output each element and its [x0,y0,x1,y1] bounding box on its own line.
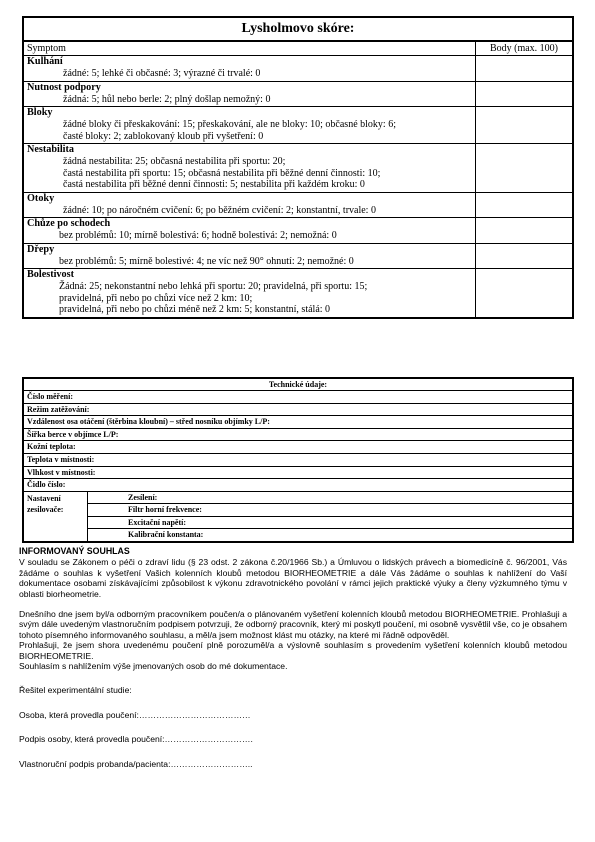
tech-field-teplota-mistnosti[interactable]: Teplota v místnosti: [24,454,572,467]
col-points: Body (max. 100) [489,43,559,54]
symptom-name: Chůze po schodech [27,218,111,229]
points-cell[interactable] [476,193,572,218]
symptom-options: žádné bloky či přeskakování: 15; přeskakování, ale ne bloky: 10; občasné bloky: 6; [63,119,396,130]
tech-field-cidlo[interactable]: Čidlo číslo: [24,479,572,492]
points-cell[interactable] [476,269,572,317]
symptom-options: pravidelná, při nebo po chůzi více než 2 km: 10; [59,292,253,304]
technical-table [22,377,574,543]
consent-paragraph: Souhlasím s nahlížením výše jmenovaných osob do mé dokumentace. [19,661,288,672]
amp-field-excitacni-napeti[interactable]: Excitační napětí: [88,517,572,530]
signature-line-patient[interactable]: Vlastnoruční podpis probanda/pacienta:……………………….. [19,758,253,769]
consent-paragraph: V souladu se Zákonem o péči o zdraví lidu (§ 23 odst. 2 zákona č.20/1966 Sb.) a Úmluvou o lidských právech a biomedicíně č. 96/2001, Vás žádáme o souhlas k vyšetření Vašich kolenních kloubů metodou BIORHEOMETRIE a dále Vás žádáme o souhlas k nahlížení do Vaší dokumentace osobami získávajícími způsobilost k výkonu zdravotnického povolání v rámci jejich praktické výuky a členy výzkumného týmu v oblasti biorheometrie. [19,557,567,599]
row-otoky [24,193,572,219]
tech-field-sirka-berce[interactable]: Šířka berce v objímce L/P: [24,429,572,442]
symptom-options: Žádná: 25; nekonstantní nebo lehká při sportu: 20; pravidelná, při sportu: 15; [59,281,368,292]
signature-line-instructor[interactable]: Osoba, která provedla poučení:………………………………… [19,709,251,720]
symptom-name: Nestabilita [27,144,74,155]
symptom-name: Otoky [27,192,55,204]
symptom-name: Kulhání [27,56,63,67]
symptom-options: žádná: 5; hůl nebo berle: 2; plný došlap nemožný: 0 [63,93,271,105]
symptom-name: Dřepy [27,243,55,255]
points-cell[interactable] [476,144,572,192]
tech-field-kozni-teplota[interactable]: Kožní teplota: [24,441,572,454]
row-drepy [24,244,572,270]
researcher-label: Řešitel experimentální studie: [19,685,132,696]
lysholm-title: Lysholmovo skóre: [24,18,572,42]
row-nutnost-podpory [24,82,572,108]
amp-field-zesileni[interactable]: Zesílení: [88,492,572,505]
row-nestabilita [24,144,572,193]
consent-heading: INFORMOVANÝ SOUHLAS [19,546,130,556]
symptom-options: žádné: 10; po náročném cvičení: 6; po běžném cvičení: 2; konstantní, trvale: 0 [63,204,376,216]
points-cell[interactable] [476,244,572,269]
points-cell[interactable] [476,82,572,107]
points-cell[interactable] [476,107,572,143]
symptom-options: bez problémů: 5; mírně bolestivé: 4; ne víc než 90° ohnutí: 2; nemožné: 0 [59,255,354,267]
tech-field-vlhkost[interactable]: Vlhkost v místnosti: [24,467,572,480]
symptom-options: častá nestabilita při běžné denní činnosti: 5; nestabilita při každém kroku: 0 [63,179,365,190]
symptom-options: časté bloky: 2; zablokovaný kloub při vyšetření: 0 [63,130,264,142]
points-cell[interactable] [476,56,572,81]
informed-consent [19,546,567,769]
row-bolestivost [24,269,572,317]
tech-field-cislo-mereni[interactable]: Číslo měření: [24,391,572,404]
symptom-options: bez problémů: 10; mírně bolestivá: 6; hodně bolestivá: 2; nemožná: 0 [59,230,337,241]
points-cell[interactable] [476,218,572,243]
symptom-options: žádná nestabilita: 25; občasná nestabilita při sportu: 20; [63,156,286,167]
tech-field-rezim[interactable]: Režim zatěžování: [24,404,572,417]
signature-line-instructor-sign[interactable]: Podpis osoby, která provedla poučení:…………………………. [19,734,253,745]
amplifier-settings [24,492,572,541]
lysholm-header [24,42,572,56]
amplifier-label: Nastavení zesilovače: [24,492,88,541]
amp-field-kalibracni-konstanta[interactable]: Kalibrační konstanta: [128,530,204,540]
consent-paragraph: Dnešního dne jsem byl/a odborným pracovníkem poučen/a o plánovaném vyšetření kolenních kloubů metodou BIORHEOMETRIE. Prohlašuji a svým dále uvedeným vlastnoručním podpisem potvrzuji, že odborný pracovník, který mi poskytl poučení, mi osobně vysvětlil vše, co je obsahem tohoto písemného informovaného souhlasu, a měl/a jsem možnost klást mu otázky, na které mi řádně odpověděl. [19,609,567,640]
tech-field-vzdalenost[interactable]: Vzdálenost osa otáčení (štěrbina kloubní) – střed nosníku objímky L/P: [24,416,572,429]
col-symptom: Symptom [24,42,476,55]
symptom-name: Nutnost podpory [27,81,101,93]
row-chuze-po-schodech [24,218,572,244]
symptom-options: žádné: 5; lehké či občasné: 3; výrazné či trvalé: 0 [63,68,261,79]
symptom-options: častá nestabilita při sportu: 15; občasná nestabilita při běžné denní činnosti: 10; [63,167,381,179]
symptom-name: Bloky [27,107,53,118]
amp-field-filtr[interactable]: Filtr horní frekvence: [88,504,572,517]
row-bloky [24,107,572,144]
symptom-name: Bolestivost [27,269,74,280]
lysholm-table [22,16,574,319]
symptom-options: pravidelná, při nebo po chůzi méně než 2 km: 5; konstantní, stálá: 0 [59,304,331,315]
technical-title: Technické údaje: [24,379,572,391]
row-kulhani [24,56,572,82]
consent-paragraph: Prohlašuji, že jsem shora uvedenému poučení plně porozuměl/a a výslovně souhlasím s provedením vyšetření kolenních kloubů metodou BIORHEOMETRIE. [19,640,567,661]
